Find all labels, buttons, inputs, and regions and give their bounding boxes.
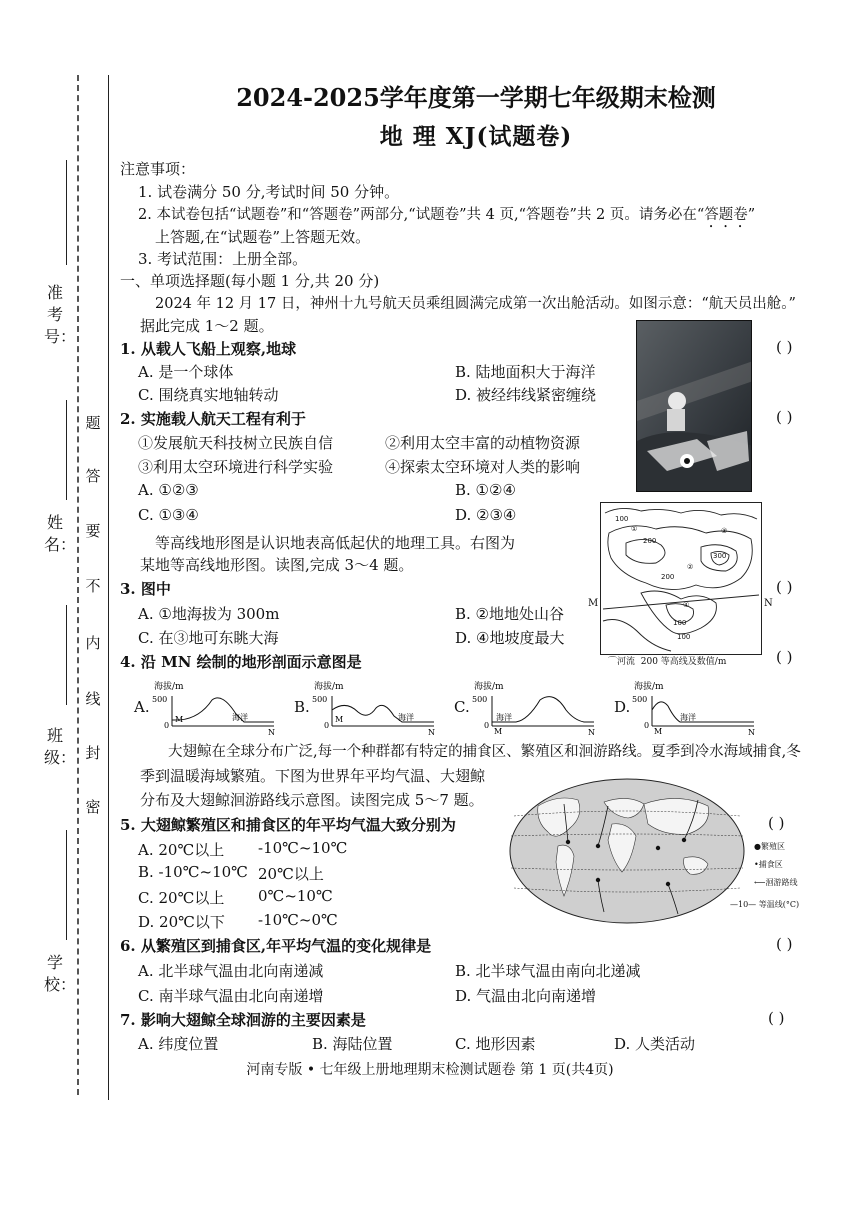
svg-text:M: M [335, 715, 344, 724]
svg-text:N: N [588, 728, 595, 736]
q3-option-b[interactable]: B. ②地地处山谷 [455, 605, 565, 623]
intro-2-line-1: 等高线地形图是认识地表高低起伏的地理工具。右图为 [155, 534, 516, 552]
seal-char: 内 [85, 634, 101, 652]
q1-option-b[interactable]: B. 陆地面积大于海洋 [455, 363, 596, 381]
q3-option-d[interactable]: D. ④地坡度最大 [455, 629, 565, 647]
svg-text:N: N [268, 728, 275, 736]
q6-option-c[interactable]: C. 南半球气温由北向南递增 [138, 987, 324, 1005]
contour-label: 200 [661, 573, 675, 581]
svg-text:0: 0 [324, 721, 330, 730]
contour-label: 100 [673, 619, 687, 627]
world-legend-route: ⟵洄游路线 [754, 878, 798, 887]
contour-label: 100 [677, 633, 691, 641]
profile-a[interactable] [150, 680, 290, 736]
contour-map [600, 502, 762, 655]
contour-map-svg [601, 503, 761, 654]
q3-option-a[interactable]: A. ①地海拔为 300m [138, 605, 280, 623]
q5-option-d[interactable]: D. 20℃以下 -10℃~0℃ [138, 911, 338, 931]
q6-option-d[interactable]: D. 气温由北向南递增 [455, 987, 597, 1005]
svg-text:500: 500 [312, 695, 328, 704]
svg-text:海洋: 海洋 [232, 713, 248, 722]
seal-char: 封 [85, 744, 101, 762]
intro-1-line-2: 据此完成 1～2 题。 [140, 317, 274, 335]
point-label-1: ① [631, 525, 638, 533]
seal-char: 题 [85, 414, 101, 432]
profile-c[interactable] [470, 680, 610, 736]
svg-text:N: N [748, 728, 755, 736]
answer-paren-5[interactable]: ( ) [768, 814, 785, 832]
q2-option-c[interactable]: C. ①③④ [138, 506, 199, 524]
q2-statement-1: ①发展航天科技树立民族自信 [138, 434, 334, 452]
field-label-exam-no: 准考号： [44, 283, 77, 346]
svg-text:N: N [428, 728, 435, 736]
point-label-4: ④ [683, 601, 690, 609]
seal-char: 线 [85, 690, 101, 708]
world-temperature-map [508, 776, 746, 926]
question-1-stem: 1. 从载人飞船上观察,地球 [120, 340, 297, 358]
q7-option-d[interactable]: D. 人类活动 [614, 1035, 696, 1053]
svg-text:海洋: 海洋 [398, 713, 414, 722]
page-subtitle: 地 理 XJ(试题卷) [379, 123, 573, 150]
intro-3-line-2: 季到温暖海域繁殖。下图为世界年平均气温、大翅鲸 [140, 767, 486, 785]
intro-1-line-1: 2024 年 12 月 17 日，神州十九号航天员乘组圆满完成第一次出舱活动。如图示意：“航天员出舱。” [155, 296, 796, 312]
astronaut-image [637, 321, 752, 492]
q2-statement-4: ④探索太空环境对人类的影响 [385, 458, 581, 476]
svg-text:0: 0 [484, 721, 490, 730]
profile-d[interactable] [630, 680, 770, 736]
question-5-stem: 5. 大翅鲸繁殖区和捕食区的年平均气温大致分别为 [120, 816, 456, 834]
svg-text:M: M [175, 715, 184, 724]
profile-b[interactable] [310, 680, 450, 736]
question-3-stem: 3. 图中 [120, 580, 171, 598]
field-line-exam-no [66, 160, 67, 265]
q5-option-b[interactable]: B. -10℃~10℃ 20℃以上 [138, 863, 324, 883]
page-footer: 河南专版 • 七年级上册地理期末检测试题卷 第 1 页(共4页) [246, 1062, 614, 1078]
question-4-stem: 4. 沿 MN 绘制的地形剖面示意图是 [120, 653, 362, 671]
svg-text:海拔/m: 海拔/m [634, 682, 664, 692]
answer-paren-7[interactable]: ( ) [768, 1009, 785, 1027]
answer-paren-1[interactable]: ( ) [776, 338, 793, 356]
point-label-2: ② [687, 563, 694, 571]
question-6-stem: 6. 从繁殖区到捕食区,年平均气温的变化规律是 [120, 937, 432, 955]
svg-text:0: 0 [164, 721, 170, 730]
world-legend-isotherm: —10— 等温线(°C) [730, 900, 800, 909]
q7-option-c[interactable]: C. 地形因素 [455, 1035, 536, 1053]
field-line-school [66, 830, 67, 940]
q2-statement-2: ②利用太空丰富的动植物资源 [385, 434, 581, 452]
svg-text:500: 500 [152, 695, 168, 704]
contour-label: 100 [615, 515, 629, 523]
answer-paren-3[interactable]: ( ) [776, 578, 793, 596]
q4-option-a[interactable]: A. [134, 698, 150, 716]
field-line-name [66, 400, 67, 500]
seal-char: 要 [85, 522, 101, 540]
notes-heading: 注意事项： [120, 160, 196, 178]
q2-statement-3: ③利用太空环境进行科学实验 [138, 458, 334, 476]
q6-option-b[interactable]: B. 北半球气温由南向北递减 [455, 962, 641, 980]
field-label-school: 学校： [44, 953, 77, 994]
astronaut-photo [636, 320, 752, 492]
q4-option-d[interactable]: D. [614, 698, 631, 716]
svg-text:M: M [494, 727, 503, 736]
route-arrow-icon: ⟵ [754, 878, 766, 887]
q6-option-a[interactable]: A. 北半球气温由北向南递减 [138, 962, 324, 980]
q1-option-c[interactable]: C. 围绕真实地轴转动 [138, 386, 279, 404]
q7-option-a[interactable]: A. 纬度位置 [138, 1035, 219, 1053]
page-title: 2024-2025学年度第一学期七年级期末检测 [236, 83, 716, 112]
svg-text:海拔/m: 海拔/m [314, 682, 344, 692]
dashed-cut-line [77, 75, 79, 1095]
contour-label: 300 [713, 552, 727, 560]
breed-icon: ● [754, 842, 761, 851]
svg-text:海拔/m: 海拔/m [154, 682, 184, 692]
svg-text:500: 500 [472, 695, 488, 704]
binding-border-line [108, 75, 109, 1100]
q5-option-c[interactable]: C. 20℃以上 0℃~10℃ [138, 887, 333, 907]
binding-margin [0, 0, 112, 1100]
question-2-stem: 2. 实施载人航天工程有利于 [120, 410, 306, 428]
svg-text:M: M [654, 727, 663, 736]
intro-3-line-3: 分布及大翅鲸洄游路线示意图。读图完成 5～7 题。 [140, 791, 484, 809]
seal-char: 答 [85, 467, 101, 485]
intro-3-line-1: 大翅鲸在全球分布广泛,每一个种群都有特定的捕食区、繁殖区和洄游路线。夏季到冷水海域捕食,冬 [168, 744, 801, 760]
q4-option-c[interactable]: C. [454, 698, 470, 716]
world-legend-feed: •捕食区 [754, 860, 783, 869]
field-line-class [66, 605, 67, 705]
world-map-svg [508, 776, 746, 926]
map-label-m: M [588, 598, 599, 609]
q2-option-a[interactable]: A. ①②③ [138, 481, 199, 499]
field-label-name: 姓名： [44, 513, 77, 554]
notes-item-1: 1. 试卷满分 50 分,考试时间 50 分钟。 [138, 183, 400, 201]
q1-option-a[interactable]: A. 是一个球体 [138, 363, 234, 381]
intro-2-line-2: 某地等高线地形图。读图,完成 3～4 题。 [140, 556, 414, 574]
notes-item-2-cont: 上答题,在“试题卷”上答题无效。 [155, 228, 371, 246]
q2-option-b[interactable]: B. ①②④ [455, 481, 516, 499]
contour-label: 200 [643, 537, 657, 545]
q4-option-b[interactable]: B. [294, 698, 310, 716]
svg-text:0: 0 [644, 721, 650, 730]
svg-text:500: 500 [632, 695, 648, 704]
svg-text:海洋: 海洋 [496, 713, 512, 722]
contour-legend: ⌒河流 200 等高线及数值/m [608, 657, 727, 667]
answer-paren-6[interactable]: ( ) [776, 935, 793, 953]
q1-option-d[interactable]: D. 被经纬线紧密缠绕 [455, 386, 597, 404]
feed-icon: • [754, 860, 759, 869]
q5-option-a[interactable]: A. 20℃以上 -10℃~10℃ [138, 839, 348, 859]
svg-text:海洋: 海洋 [680, 713, 696, 722]
section-heading: 一、单项选择题(每小题 1 分,共 20 分) [120, 272, 380, 290]
point-label-3: ③ [721, 527, 728, 535]
world-legend-breed: ●繁殖区 [754, 842, 785, 851]
field-label-class: 班级： [44, 726, 77, 767]
map-label-n: N [764, 598, 773, 609]
notes-item-3: 3. 考试范围：上册全部。 [138, 250, 308, 268]
notes-item-2: 2. 本试卷包括“试题卷”和“答题卷”两部分,“试题卷”共 4 页,“答题卷”共 2 页。请务必在“答题卷” [138, 207, 756, 223]
answer-paren-4[interactable]: ( ) [776, 648, 793, 666]
question-7-stem: 7. 影响大翅鲸全球洄游的主要因素是 [120, 1011, 366, 1029]
seal-char: 不 [85, 577, 101, 595]
q3-option-c[interactable]: C. 在③地可东眺大海 [138, 629, 279, 647]
q7-option-b[interactable]: B. 海陆位置 [312, 1035, 393, 1053]
svg-text:海拔/m: 海拔/m [474, 682, 504, 692]
q2-option-d[interactable]: D. ②③④ [455, 506, 517, 524]
seal-char: 密 [85, 798, 101, 816]
answer-paren-2[interactable]: ( ) [776, 408, 793, 426]
